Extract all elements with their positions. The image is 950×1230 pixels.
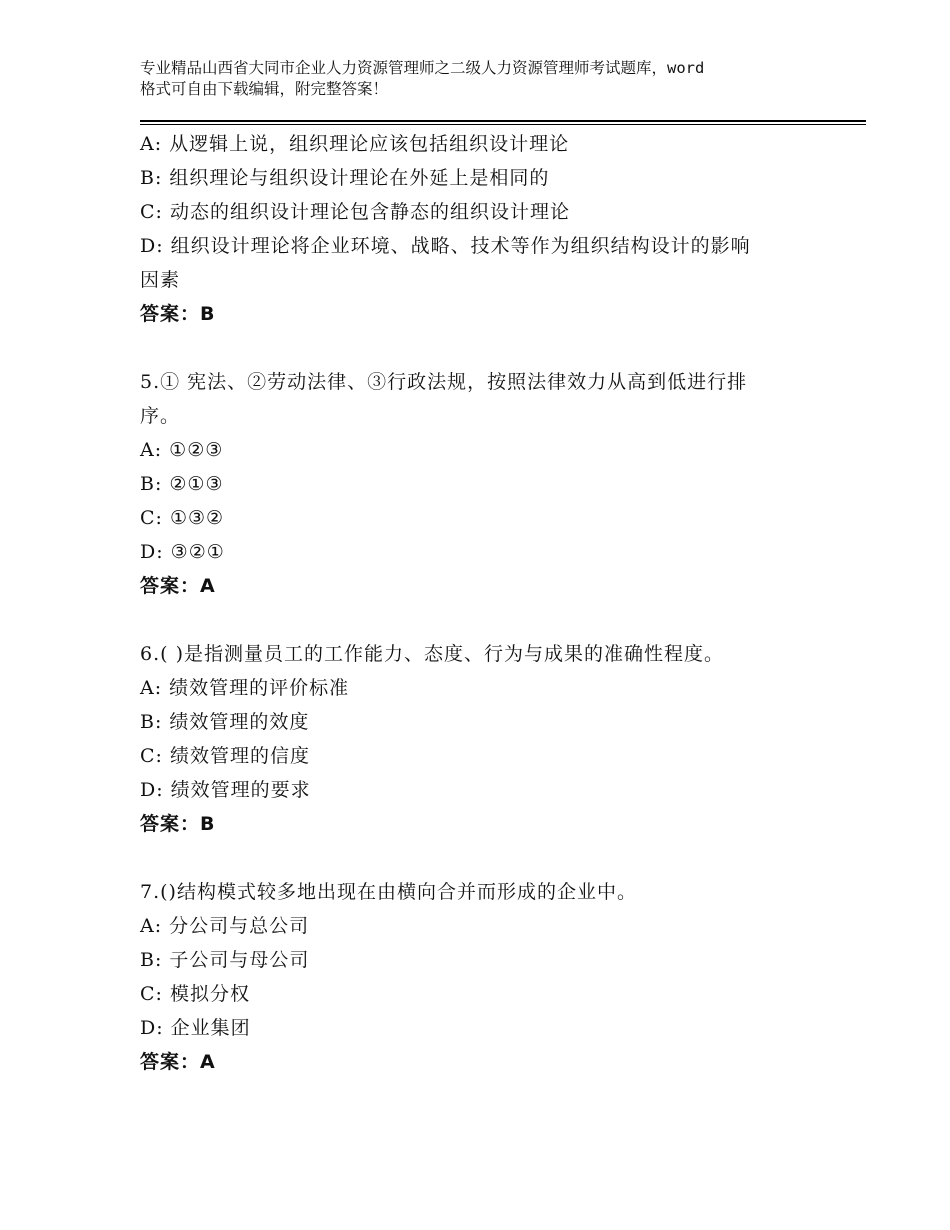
q7-stem-line-1: 7.()结构模式较多地出现在由横向合并而形成的企业中。 xyxy=(140,881,637,903)
q4-option-a: A: 从逻辑上说，组织理论应该包括组织设计理论 xyxy=(140,133,570,155)
header-line-2: 格式可自由下载编辑，附完整答案！ xyxy=(140,80,389,98)
q6-option-c: C: 绩效管理的信度 xyxy=(140,745,310,767)
q4-option-c: C: 动态的组织设计理论包含静态的组织设计理论 xyxy=(140,201,570,223)
question-5 xyxy=(140,365,830,603)
spacer xyxy=(140,331,830,365)
question-content xyxy=(140,127,830,1079)
q4-option-b: B: 组织理论与组织设计理论在外延上是相同的 xyxy=(140,167,550,189)
q7-option-d: D: 企业集团 xyxy=(140,1017,251,1039)
document-header xyxy=(140,58,840,100)
q4-option-d-continued: 因素 xyxy=(140,269,181,291)
q5-option-b: B: ②①③ xyxy=(140,473,224,495)
q5-option-a: A: ①②③ xyxy=(140,439,224,461)
question-7 xyxy=(140,875,830,1079)
q6-answer: 答案：B xyxy=(140,813,216,835)
q6-option-a: A: 绩效管理的评价标准 xyxy=(140,677,350,699)
q6-option-d: D: 绩效管理的要求 xyxy=(140,779,311,801)
q7-option-c: C: 模拟分权 xyxy=(140,983,250,1005)
header-rule-thick xyxy=(140,120,866,122)
header-rule-thin xyxy=(140,124,866,125)
q4-answer: 答案：B xyxy=(140,303,216,325)
q7-answer: 答案：A xyxy=(140,1051,216,1073)
spacer xyxy=(140,603,830,637)
question-6 xyxy=(140,637,830,841)
question-4 xyxy=(140,127,830,331)
spacer xyxy=(140,841,830,875)
q6-option-b: B: 绩效管理的效度 xyxy=(140,711,310,733)
q4-option-d: D: 组织设计理论将企业环境、战略、技术等作为组织结构设计的影响 xyxy=(140,235,751,257)
q7-option-a: A: 分公司与总公司 xyxy=(140,915,310,937)
header-line-1: 专业精品山西省大同市企业人力资源管理师之二级人力资源管理师考试题库，word xyxy=(140,59,705,77)
q5-option-d: D: ③②① xyxy=(140,541,225,563)
q5-stem-line-2: 序。 xyxy=(140,405,181,427)
q5-option-c: C: ①③② xyxy=(140,507,225,529)
q5-stem-line-1: 5.① 宪法、②劳动法律、③行政法规，按照法律效力从高到低进行排 xyxy=(140,371,748,393)
q6-stem-line-1: 6.( )是指测量员工的工作能力、态度、行为与成果的准确性程度。 xyxy=(140,643,724,665)
q5-answer: 答案：A xyxy=(140,575,216,597)
q7-option-b: B: 子公司与母公司 xyxy=(140,949,310,971)
